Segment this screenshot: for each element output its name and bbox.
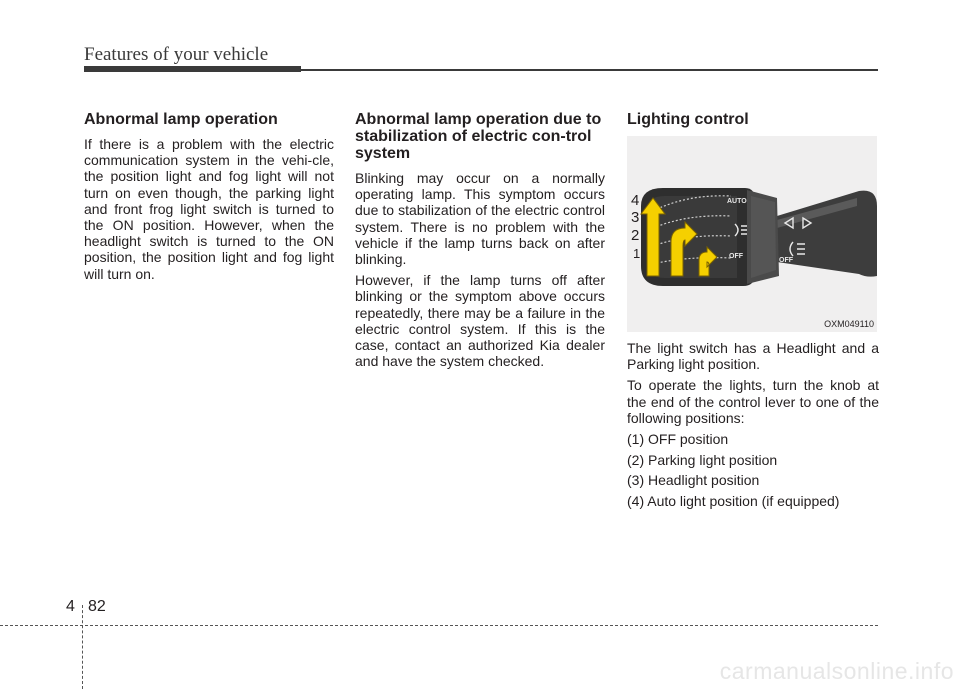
- footer-divider: [82, 605, 83, 689]
- paragraph: If there is a problem with the electric communication system in the vehi-cle, the position light and fog light will not turn on even though, the parking light and front frog light switch is turned to the ON position. However, when the headlight switch is turned to the ON position, the position light and fog light will turn on.: [84, 136, 334, 282]
- header-title: Features of your vehicle: [84, 44, 269, 65]
- section-heading-abnormal-lamp: Abnormal lamp operation: [84, 111, 278, 128]
- light-switch-figure: [627, 136, 877, 332]
- auto-label: AUTO: [727, 198, 747, 205]
- middle-column: [355, 111, 605, 374]
- left-column: [84, 111, 334, 287]
- position-number-2: 2: [631, 227, 640, 244]
- footer-rule: [0, 625, 878, 626]
- chapter-number: 4: [66, 598, 75, 615]
- off-label-knob: OFF: [729, 253, 743, 260]
- position-list-item: (2) Parking light position: [627, 451, 778, 468]
- position-list-item: (4) Auto light position (if equipped): [627, 492, 840, 509]
- section-heading-stabilization: Abnormal lamp operation due to stabilization of electric con-trol system: [355, 111, 602, 162]
- light-switch-illustration: [627, 136, 877, 332]
- position-number-3: 3: [631, 209, 640, 226]
- header-rule-thin: [301, 69, 878, 71]
- figure-code: OXM049110: [824, 319, 874, 329]
- header-rule-thick: [84, 66, 301, 72]
- paragraph: However, if the lamp turns off after blinking or the symptom above occurs repeatedly, there may be a failure in the electric control system. If this is the case, contact an authorized Kia dealer and have the system checked.: [355, 272, 605, 370]
- watermark: carmanualsonline.info: [719, 658, 954, 684]
- right-column: [627, 111, 879, 513]
- position-number-4: 4: [631, 192, 640, 209]
- position-number-1: 1: [633, 246, 641, 261]
- section-heading-lighting-control: Lighting control: [627, 111, 749, 128]
- page-number: 82: [88, 598, 106, 615]
- paragraph: Blinking may occur on a normally operating lamp. This symptom occurs due to stabilization of the electric control system. There is no problem with the vehicle if the lamp turns back on after blinking.: [355, 170, 605, 268]
- paragraph: The light switch has a Headlight and a Parking light position.: [627, 340, 879, 373]
- paragraph: To operate the lights, turn the knob at the end of the control lever to one of the following positions:: [627, 377, 879, 426]
- position-list-item: (1) OFF position: [627, 431, 729, 448]
- position-list-item: (3) Headlight position: [627, 472, 760, 489]
- off-label-lever: OFF: [779, 257, 793, 264]
